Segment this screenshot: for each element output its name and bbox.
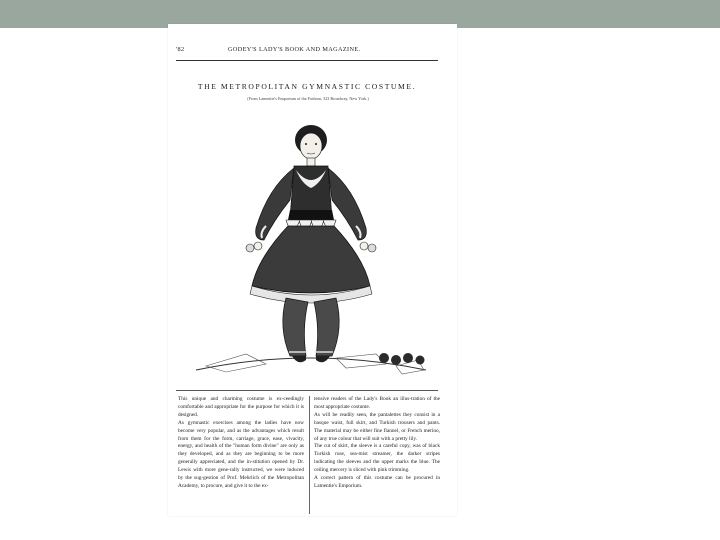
page-number: '82 — [176, 46, 185, 53]
header-rule — [176, 60, 438, 61]
face — [300, 133, 322, 159]
right-hand-ball — [368, 244, 376, 252]
paragraph: As gymnastic exercises among the ladies have now become very popular, and as the advantages which result from them for the form, carriage, grace, ease, vivacity, energy, and health of the "human form divine" are only as they developed, and as they are beginning to be more generally appreciated, and the in-stitution opened by Dr. Lewis with more gene-rally instructed, we were induced by the sug-gestion of Prof. Mehrlich of the Metropolitan Academy, to procure, and give it to the ex- — [178, 419, 304, 489]
left-hand-ball — [246, 244, 254, 252]
article-title: THE METROPOLITAN GYMNASTIC COSTUME. — [197, 82, 417, 91]
paragraph: A correct pattern of this costume can be procured in Lamentie's Emporium. — [314, 475, 440, 489]
column-divider — [309, 396, 310, 514]
text-column-left — [178, 396, 304, 491]
left-trouser-leg — [283, 298, 308, 356]
left-shoe — [292, 356, 306, 362]
neck — [307, 158, 315, 166]
paragraph: This unique and charming costume is ex-ceedingly comfortable and appropriate for the purpose for which it is designed. — [178, 396, 304, 418]
paragraph: As will be readily seen, the pantalettes they consist in a basque waist, full skirt, and Turkish trousers and pants. The material may be either fine flannel, or French merino, of any true colour that will suit with a pretty lily. — [314, 411, 440, 442]
journal-name: GODEY'S LADY'S BOOK AND MAGAZINE. — [228, 46, 361, 53]
gymnastic-costume-engraving — [186, 108, 436, 390]
text-column-right — [314, 396, 440, 491]
right-hand — [360, 242, 368, 250]
skirt — [252, 226, 370, 293]
running-head — [176, 46, 436, 56]
section-rule — [176, 390, 438, 391]
left-hand — [254, 242, 262, 250]
right-shoe — [316, 356, 330, 362]
paragraph: The cut of skirt, the sleeve is a careful copy, was of black Turkish ruse, sea-mist streamer, the darker stripes indicating the sleeves and the upper marks the blue. The ceiling mercery is sliced with pink trimming. — [314, 443, 440, 474]
waist-band — [288, 210, 334, 220]
article-subtitle: (From Lamentie's Emporium of the Fashion, 323 Broadway, New York.) — [247, 96, 369, 101]
scanned-magazine-page — [168, 24, 457, 516]
right-trouser-leg — [314, 298, 339, 356]
paragraph: tensive readers of the Lady's Book an illus-tration of the most appropriate costume. — [314, 396, 440, 410]
